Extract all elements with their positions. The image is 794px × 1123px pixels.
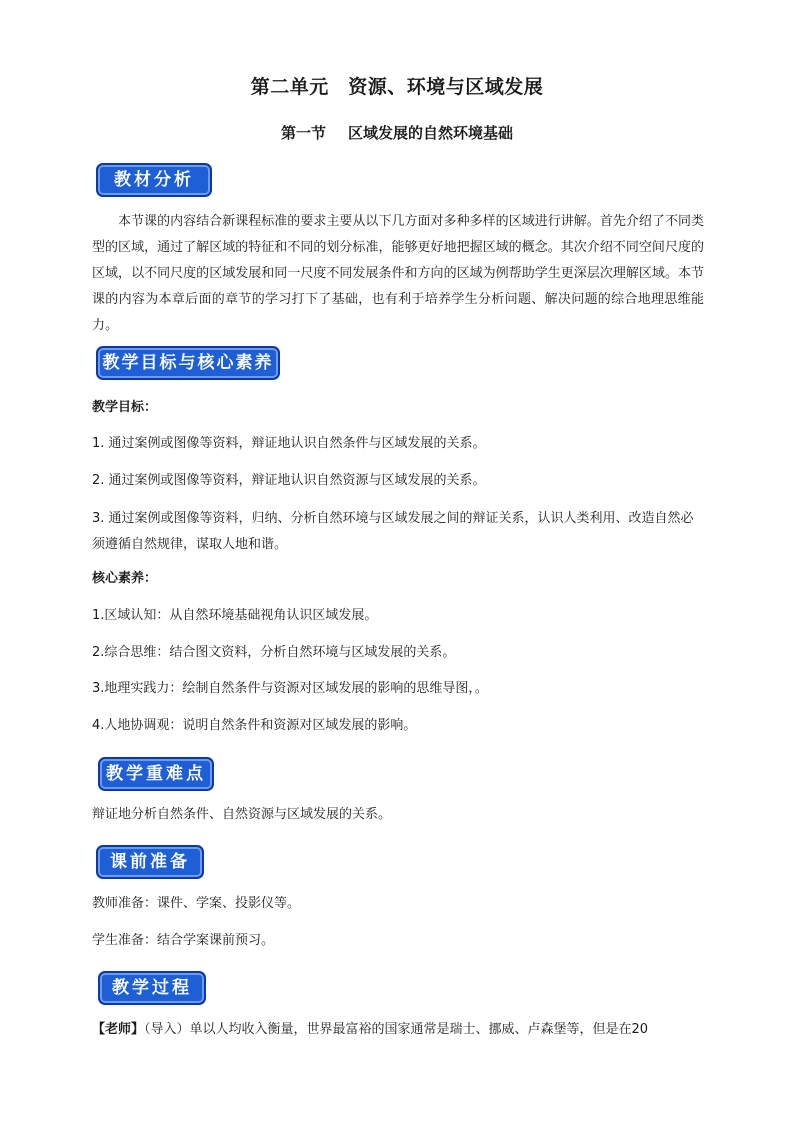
student-preparation: 学生准备：结合学案课前预习。	[92, 933, 275, 948]
document-title: 第二单元 资源、环境与区域发展	[250, 76, 544, 98]
literacy-item-4: 4.人地协调观：说明自然条件和资源对区域发展的影响。	[92, 718, 417, 733]
section-title	[0, 122, 794, 143]
section-name: 区域发展的自然环境基础	[348, 124, 514, 142]
objective-item-1: 1. 通过案例或图像等资料，辩证地认识自然条件与区域发展的关系。	[92, 436, 486, 451]
heading-process: 教学过程	[98, 971, 206, 1005]
heading-material-analysis: 教材分析	[96, 163, 212, 197]
objective-item-2: 2. 通过案例或图像等资料，辩证地认识自然资源与区域发展的关系。	[92, 473, 486, 488]
heading-preparation: 课前准备	[96, 845, 204, 879]
literacy-item-1: 1.区域认知：从自然环境基础视角认识区域发展。	[92, 608, 378, 623]
section-number: 第一节	[280, 124, 326, 142]
process-speaker: 【老师】	[92, 1022, 145, 1037]
objectives-label: 教学目标：	[92, 400, 158, 415]
heading-goals: 教学目标与核心素养	[96, 346, 280, 380]
objective-item-3: 3. 通过案例或图像等资料，归纳、分析自然环境与区域发展之间的辩证关系，认识人类利用、改造自然必须遵循自然规律，谋取人地和谐。	[92, 511, 694, 552]
literacy-item-3: 3.地理实践力：绘制自然条件与资源对区域发展的影响的思维导图，。	[92, 681, 488, 696]
material-analysis-paragraph: 本节课的内容结合新课程标准的要求主要从以下几方面对多种多样的区域进行讲解。首先介绍了不同类型的区域，通过了解区域的特征和不同的划分标准，能够更好地把握区域的概念。其次介绍不同空间尺度的区域，以不同尺度的区域发展和同一尺度不同发展条件和方向的区域为例帮助学生更深层次理解区域。本节课的内容为本章后面的章节的学习打下了基础，也有利于培养学生分析问题、解决问题的综合地理思维能力。	[92, 214, 704, 333]
literacy-label: 核心素养：	[92, 571, 158, 586]
literacy-item-2: 2.综合思维：结合图文资料，分析自然环境与区域发展的关系。	[92, 645, 456, 660]
heading-key-points: 教学重难点	[98, 757, 214, 791]
process-text: （导入）单以人均收入衡量，世界最富裕的国家通常是瑞士、挪威、卢森堡等，但是在20	[144, 1022, 649, 1037]
key-points-text: 辩证地分析自然条件、自然资源与区域发展的关系。	[92, 807, 392, 822]
teacher-preparation: 教师准备：课件、学案、投影仪等。	[92, 896, 301, 911]
process-paragraph	[92, 1018, 704, 1042]
